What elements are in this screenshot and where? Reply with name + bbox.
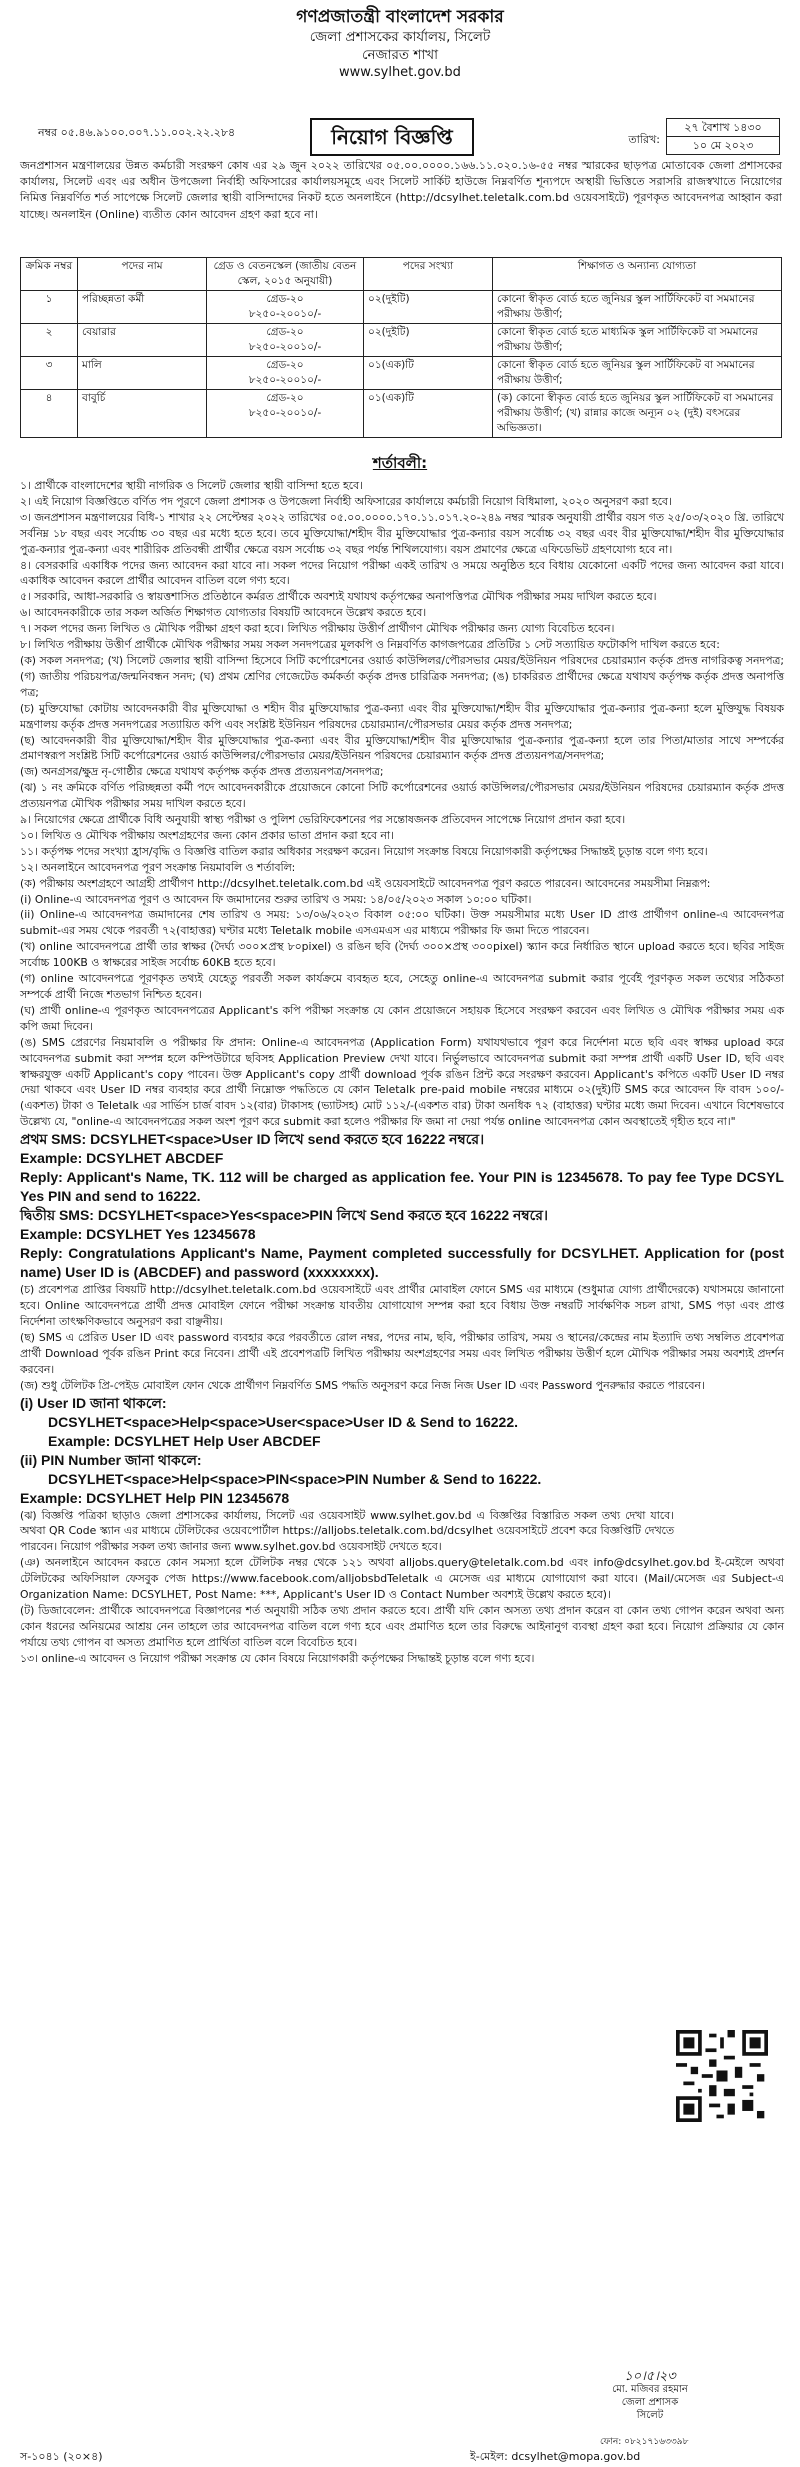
header-qualification: শিক্ষাগত ও অন্যান্য যোগ্যতা — [493, 258, 782, 291]
qr-code[interactable] — [676, 2030, 768, 2122]
cell-post: পরিচ্ছন্নতা কর্মী — [78, 291, 207, 324]
posts-table — [20, 257, 782, 438]
condition-item: ৫। সরকারি, আধা-সরকারি ও স্বায়ত্তশাসিত প্রতিষ্ঠানে কর্মরত প্রার্থীকে অবশ্যই যথাযথ কর্তৃপক্ষের অনাপত্তিপত্র মৌখিক পরীক্ষার সময় দাখিল করতে হবে। — [20, 590, 657, 604]
cell-count: ০১(এক)টি — [364, 357, 493, 390]
condition-item: (খ) online আবেদনপত্রে প্রার্থী তার স্বাক্ষর (দৈর্ঘ্য ৩০০×প্রস্থ ৮০pixel) ও রঙিন ছবি (দৈর্ঘ্য ৩০০×প্রস্থ ৩০০pixel) স্ক্যান করে নির্ধারিত স্থানে upload করতে হবে। ছবির সাইজ সর্বোচ্চ 100KB ও স্বাক্ষরের সাইজ সর্বোচ্চ 60KB হতে হবে। — [20, 940, 784, 970]
condition-item: ১০। লিখিত ও মৌখিক পরীক্ষায় অংশগ্রহণের জন্য কোন প্রকার ভাতা প্রদান করা হবে না। — [20, 828, 394, 842]
cell-post: মালি — [78, 357, 207, 390]
condition-item: ১৩। online-এ আবেদন ও নিয়োগ পরীক্ষা সংক্রান্ত যে কোন বিষয়ে নিয়োগকারী কর্তৃপক্ষের সিদ্ধান্তই চূড়ান্ত বলে গণ্য হবে। — [20, 1651, 535, 1665]
condition-item: ৯। নিয়োগের ক্ষেত্রে প্রার্থীকে বিধি অনুযায়ী স্বাস্থ্য পরীক্ষা ও পুলিশ ভেরিফিকেশনের পর সন্তোষজনক প্রতিবেদন সাপেক্ষে নিয়োগ প্রদান করা হবে। — [20, 813, 626, 827]
cell-post: বাবুর্চি — [78, 390, 207, 438]
notice-title: নিয়োগ বিজ্ঞপ্তি — [310, 118, 474, 156]
table-row — [21, 390, 782, 438]
scale: ৮২৫০-২০০১০/- — [248, 308, 322, 320]
sms-reply-2: Reply: Congratulations Applicant's Name, Payment completed successfully for DCSYLHET. Application for (post name) User ID is (ABCDEF) and password (xxxxxxxx). — [20, 1245, 784, 1281]
condition-item: ১১। কর্তৃপক্ষ পদের সংখ্যা হ্রাস/বৃদ্ধি ও বিজ্ঞপ্তি বাতিল করার অধিকার সংরক্ষণ করেন। নিয়োগ সংক্রান্ত বিষয়ে নিয়োগকারী কর্তৃপক্ষের সিদ্ধান্তই চূড়ান্ত বলে গণ্য হবে। — [20, 844, 708, 858]
grade: গ্রেড-২০ — [266, 326, 304, 338]
intro-paragraph: জনপ্রশাসন মন্ত্রণালয়ের উন্নত কর্মচারী সংরক্ষণ কোষ এর ২৯ জুন ২০২২ তারিখের ০৫.০০.০০০০.১৬৬.১১.০২০.১৬-৫৫ নম্বর স্মারকের ছাড়পত্র মোতাবেক জেলা প্রশাসকের কার্যালয়, সিলেট এবং এর অধীন উপজেলা নির্বাহী অফিসারের কার্যালয়সমূহে এবং সিলেট সার্কিট হাউজে নিম্নবর্ণিত শূন্যপদে অস্থায়ী ভিত্তিতে সরাসরি রাজস্বখাতে নিয়োগের নিমিত্ত নিম্নবর্ণিত শর্ত সাপেক্ষে সিলেট জেলার স্থায়ী বাসিন্দাদের নিকট হতে অনলাইনে (http://dcsylhet.teletalk.com.bd ওয়েবসাইটে) পূরণকৃত আবেদনপত্র আহ্বান করা যাচ্ছে। অনলাইন (Online) ব্যতীত কোন আবেদন গ্রহণ করা হবে না। — [20, 159, 782, 221]
grade: গ্রেড-২০ — [266, 359, 304, 371]
condition-item: ১২। অনলাইনে আবেদনপত্র পূরণ সংক্রান্ত নিয়মাবলি ও শর্তাবলি: — [20, 860, 296, 874]
signatory-designation: জেলা প্রশাসক — [621, 2397, 679, 2408]
cell-qualification: (ক) কোনো স্বীকৃত বোর্ড হতে জুনিয়র স্কুল সার্টিফিকেট বা সমমানের পরীক্ষায় উত্তীর্ণ; (খ) রান্নার কাজে অন্যূন ০২ (দুই) বৎসরের অভিজ্ঞতা। — [493, 390, 782, 438]
condition-item: (ii) Online-এ আবেদনপত্র জমাদানের শেষ তারিখ ও সময়: ১৩/০৬/২০২৩ বিকাল ০৫:০০ ঘটিকা। উক্ত সময়সীমার মধ্যে User ID প্রাপ্ত প্রার্থীগণ online-এ আবেদনপত্র submit-এর সময় থেকে পরবর্তী ৭২(বাহাত্তর) ঘণ্টার মধ্যে Teletalk mobile এসএমএস এর মাধ্যমে পরীক্ষার ফি জমা দিতে পারবেন। — [20, 908, 784, 938]
cell-sl: ৪ — [21, 390, 78, 438]
signature-scribble: ১০।৫।২৩ — [624, 2369, 676, 2384]
cell-count: ০২(দুইটি) — [364, 291, 493, 324]
condition-item: (ছ) SMS এ প্রেরিত User ID এবং password ব্যবহার করে পরবর্তীতে রোল নম্বর, পদের নাম, ছবি, পরীক্ষার তারিখ, সময় ও স্থানের/কেন্দ্রের নাম ইত্যাদি তথ্য সম্বলিত প্রবেশপত্র প্রার্থী Download পূর্বক রঙিন Print করে নিবেন। প্রার্থী এই প্রবেশপত্রটি লিখিত পরীক্ষায় অংশগ্রহণের সময় এবং লিখিত পরীক্ষায় উত্তীর্ণ হলে মৌখিক পরীক্ষার সময় অবশ্যই প্রদর্শন করবেন। — [20, 1330, 784, 1376]
condition-item: ৬। আবেদনকারীকে তার সকল অর্জিত শিক্ষাগত যোগ্যতার বিষয়টি আবেদনে উল্লেখ করতে হবে। — [20, 606, 427, 620]
condition-item: ২। এই নিয়োগ বিজ্ঞপ্তিতে বর্ণিত পদ পূরণে জেলা প্রশাসক ও উপজেলা নির্বাহী অফিসারের কার্যালয়ে কর্মচারী নিয়োগ বিধিমালা, ২০২০ অনুসরণ করা হবে। — [20, 494, 672, 508]
condition-item: ৩। জনপ্রশাসন মন্ত্রণালয়ের বিধি-১ শাখার ২২ সেপ্টেম্বর ২০২২ তারিখের ০৫.০০.০০০০.১৭০.১১.০১৭.২০-২৪৯ নম্বর স্মারক অনুযায়ী প্রার্থীর বয়স গত ২৫/০৩/২০২০ খ্রি. তারিখে সর্বনিম্ন ১৮ বছর এবং সর্বোচ্চ ৩০ বছর এর মধ্যে হতে হবে। তবে মুক্তিযোদ্ধা/শহীদ বীর মুক্তিযোদ্ধার পুত্র-কন্যার বয়স সর্বোচ্চ ৩২ বছর এবং বীর মুক্তিযোদ্ধা/শহীদ বীর মুক্তিযোদ্ধার পুত্র-কন্যার পুত্র-কন্যা এবং শারীরিক প্রতিবন্ধী প্রার্থীর ক্ষেত্রে বয়স সর্বোচ্চ ৩২ বছর পর্যন্ত শিথিলযোগ্য। বয়স প্রমাণের ক্ষেত্রে এফিডেভিট গ্রহণযোগ্য হবে না। — [20, 510, 785, 556]
table-row — [21, 291, 782, 324]
sms-reply-1: Reply: Applicant's Name, TK. 112 will be charged as application fee. Your PIN is 12345678. To pay fee Type DCSYL Yes PIN and send to 16222. — [20, 1169, 784, 1205]
grade: গ্রেড-২০ — [266, 392, 304, 404]
cell-qualification: কোনো স্বীকৃত বোর্ড হতে জুনিয়র স্কুল সার্টিফিকেট বা সমমানের পরীক্ষায় উত্তীর্ণ; — [493, 357, 782, 390]
grade: গ্রেড-২০ — [266, 293, 304, 305]
pin-example: Example: DCSYLHET Help PIN 12345678 — [20, 1489, 290, 1506]
condition-item: ১। প্রার্থীকে বাংলাদেশের স্থায়ী নাগরিক ও সিলেট জেলার স্থায়ী বাসিন্দা হতে হবে। — [20, 479, 363, 492]
government-name: গণপ্রজাতন্ত্রী বাংলাদেশ সরকার — [296, 7, 504, 27]
condition-item: ৪। বেসরকারি একাধিক পদের জন্য আবেদন করা যাবে না। সকল পদের নিয়োগ পরীক্ষা একই তারিখ ও সময়ে অনুষ্ঠিত হবে বিধায় যেকোনো একটি পদের জন্য আবেদন করা যাবে। একাধিক আবেদন করলে প্রার্থীর আবেদন বাতিল বলে গণ্য হবে। — [20, 558, 784, 588]
memo-number: নম্বর ০৫.৪৬.৯১০০.০০৭.১১.০০২.২২.২৮৪ — [38, 126, 236, 139]
sms-example-1: Example: DCSYLHET ABCDEF — [20, 1150, 224, 1167]
sms-second: দ্বিতীয় SMS: DCSYLHET<space>Yes<space>PIN লিখে Send করতে হবে 16222 নম্বরে। — [20, 1207, 548, 1224]
cell-grade — [207, 357, 364, 390]
table-row — [21, 357, 782, 390]
cell-count: ০১(এক)টি — [364, 390, 493, 438]
signature-block — [560, 2370, 740, 2422]
cell-count: ০২(দুইটি) — [364, 324, 493, 357]
condition-item: (ঞ) অনলাইনে আবেদন করতে কোন সমস্যা হলে টেলিটক নম্বর থেকে ১২১ অথবা alljobs.query@teletalk.com.bd এবং info@dcsylhet.gov.bd ই-মেইলে অথবা টেলিটকের অফিসিয়াল ফেসবুক পেজ https://www.facebook.com/alljobsbdTeletalk এ মেসেজ এর মাধ্যমে যোগাযোগ করা যাবে। (Mail/মেসেজ এর Subject-এ Organization Name: DCSYLHET, Post Name: ***, Applicant's User ID ও Contact Number অবশ্যই উল্লেখ করতে হবে)। — [20, 1556, 784, 1602]
condition-item: (ক) সকল সনদপত্র; (খ) সিলেট জেলার স্থায়ী বাসিন্দা হিসেবে সিটি কর্পোরেশনের ওয়ার্ড কাউন্সিলর/পৌরসভার মেয়র/ইউনিয়ন পরিষদের চেয়ারম্যান কর্তৃক প্রদত্ত নাগরিকত্ব সনদপত্র; (গ) জাতীয় পরিচয়পত্র/জন্মনিবন্ধন সনদ; (ঘ) প্রথম শ্রেণির গেজেটেড কর্মকর্তা কর্তৃক প্রদত্ত চারিত্রিক সনদপত্র; (ঙ) চাকরিরত প্রার্থীদের ক্ষেত্রে যথাযথ কর্তৃপক্ষ কর্তৃক প্রদত্ত অনাপত্তি পত্র; — [20, 653, 784, 699]
condition-item: (ঙ) SMS প্রেরণের নিয়মাবলি ও পরীক্ষার ফি প্রদান: Online-এ আবেদনপত্র (Application Form) যথাযথভাবে পূরণ করে নির্দেশনা মতে ছবি এবং স্বাক্ষর upload করে আবেদনপত্র submit করা সম্পন্ন হলে কম্পিউটারে ছবিসহ Application Preview দেখা যাবে। নির্ভুলভাবে আবেদনপত্র submit করা সম্পন্ন প্রার্থী একটি User ID, ছবি এবং স্বাক্ষরযুক্ত একটি Applicant's copy পাবেন। উক্ত Applicant's copy প্রার্থী download পূর্বক রঙিন প্রিন্ট করে সংরক্ষণ করবেন। Applicant's কপিতে একটি User ID নম্বর দেয়া থাকবে এবং User ID নম্বর ব্যবহার করে প্রার্থী নিম্নোক্ত পদ্ধতিতে যে কোন Teletalk pre-paid mobile নম্বরের মাধ্যমে ০২(দুই)টি SMS করে আবেদন ফি বাবদ ১০০/- (একশত) টাকা ও Teletalk এর সার্ভিস চার্জ বাবদ ১২(বার) টাকাসহ (ভ্যাটসহ) মোট ১১২/-(একশত বার) টাকা অনধিক ৭২ (বাহাত্তর) ঘণ্টার মধ্যে জমা দিবেন। এখানে বিশেষভাবে উল্লেখ্য যে, "online-এ আবেদনপত্রের সকল অংশ পূরণ করে submit করা হলেও পরীক্ষার ফি জমা না দেয়া পর্যন্ত online আবেদনপত্র কোন অবস্থাতেই গৃহীত হবে না।" — [20, 1035, 784, 1129]
condition-item: (ট) ডিজাবেলেন: প্রার্থীকে আবেদনপত্রে বিজ্ঞাপনের শর্ত অনুযায়ী সঠিক তথ্য প্রদান করতে হবে। প্রার্থী যদি কোন অসত্য তথ্য প্রদান করেন বা কোন তথ্য গোপন করেন অথবা অন্য কোন ধরনের অনিয়মের আশ্রয় নেন তাহলে তার আবেদনপত্র বাতিল বলে গণ্য হবে এবং প্রমাণিত হলে তার বিরুদ্ধে আইনানুগ ব্যবস্থা গ্রহণ করা হবে। নিয়োগ প্রক্রিয়ার যে কোন পর্যায়ে তথ্য গোপন বা অসত্য প্রমাণিত হলে প্রার্থিতা বাতিল বলে বিবেচিত হবে। — [20, 1603, 784, 1649]
condition-item: (i) User ID জানা থাকলে: — [20, 1394, 167, 1411]
cell-qualification: কোনো স্বীকৃত বোর্ড হতে জুনিয়র স্কুল সার্টিফিকেট বা সমমানের পরীক্ষায় উত্তীর্ণ; — [493, 291, 782, 324]
signatory-name: মো. মজিবর রহমান — [612, 2384, 688, 2395]
cell-grade — [207, 390, 364, 438]
condition-item: (জ) অনগ্রসর/ক্ষুদ্র নৃ-গোষ্ঠীর ক্ষেত্রে যথাযথ কর্তৃপক্ষ কর্তৃক প্রদত্ত প্রত্যয়নপত্র/সনদপত্র; — [20, 765, 384, 779]
conditions-title: শর্তাবলী: — [372, 454, 428, 472]
condition-item: (ছ) আবেদনকারী বীর মুক্তিযোদ্ধা/শহীদ বীর মুক্তিযোদ্ধার পুত্র-কন্যা এবং বীর মুক্তিযোদ্ধা/শহীদ বীর মুক্তিযোদ্ধার পুত্র-কন্যার পুত্র-কন্যা হলে তার পিতা/মাতার সাথে সম্পর্কের প্রমাণস্বরূপ সংশ্লিষ্ট সিটি কর্পোরেশনের ওয়ার্ড কাউন্সিলর/পৌরসভার মেয়র/ইউনিয়ন পরিষদের চেয়ারম্যান কর্তৃক প্রদত্ত প্রত্যয়নপত্র/সনদপত্র; — [20, 733, 784, 763]
header-count: পদের সংখ্যা — [364, 258, 493, 291]
condition-item: (ঝ) বিজ্ঞপ্তি পত্রিকা ছাড়াও জেলা প্রশাসকের কার্যালয়, সিলেট এর ওয়েবসাইট www.sylhet.gov.bd এ বিজ্ঞপ্তির বিস্তারিত সকল তথ্য দেখা যাবে। অথবা QR Code স্ক্যান এর মাধ্যমে টেলিটকের ওয়েবপোর্টাল https://alljobs.teletalk.com.bd/dcsylhet ওয়েবসাইটে প্রবেশ করে বিজ্ঞপ্তিটি দেখতে পারবেন। নিয়োগ পরীক্ষার সকল তথ্য জানার জন্য www.sylhet.gov.bd ওয়েবসাইট দেখতে হবে। — [20, 1508, 674, 1554]
pin-command: DCSYLHET<space>Help<space>PIN<space>PIN Number & Send to 16222. — [48, 1470, 542, 1487]
cell-sl: ৩ — [21, 357, 78, 390]
date-bangla: ২৭ বৈশাখ ১৪৩০ — [684, 121, 762, 134]
header-website: www.sylhet.gov.bd — [339, 65, 461, 80]
header — [0, 6, 800, 82]
condition-item: (i) Online-এ আবেদনপত্র পূরণ ও আবেদন ফি জমাদানের শুরুর তারিখ ও সময়: ১৪/০৫/২০২৩ সকাল ১০:০০ ঘটিকা। — [20, 892, 532, 906]
condition-item: (ঝ) ১ নং ক্রমিকে বর্ণিত পরিচ্ছন্নতা কর্মী পদে আবেদনকারীকে প্রয়োজনে কোনো সিটি কর্পোরেশনের ওয়ার্ড কাউন্সিলর/পৌরসভার মেয়র/ইউনিয়ন পরিষদের চেয়ারম্যান কর্তৃক প্রদত্ত প্রত্যয়নপত্র মৌখিক পরীক্ষার সময় দাখিল করতে হবে। — [20, 781, 784, 811]
condition-item: (চ) প্রবেশপত্র প্রাপ্তির বিষয়টি http://dcsylhet.teletalk.com.bd ওয়েবসাইটে এবং প্রার্থীর মোবাইল ফোনে SMS এর মাধ্যমে (শুধুমাত্র যোগ্য প্রার্থীদেরকে) যথাসময়ে জানানো হবে। Online আবেদনপত্রে প্রার্থী প্রদত্ত মোবাইল ফোনে পরীক্ষা সংক্রান্ত যাবতীয় যোগাযোগ সম্পন্ন করা হবে বিধায় উক্ত নম্বরটি সার্বক্ষণিক সচল রাখা, SMS পড়া এবং প্রাপ্ত নির্দেশনা তাৎক্ষণিকভাবে অনুসরণ করা বাঞ্ছনীয়। — [20, 1283, 784, 1328]
condition-item: (গ) online আবেদনপত্রে পূরণকৃত তথ্যই যেহেতু পরবর্তী সকল কার্যক্রমে ব্যবহৃত হবে, সেহেতু online-এ আবেদনপত্র submit করার পূর্বেই পূরণকৃত সকল তথ্যের সঠিকতা সম্পর্কে প্রার্থী নিজে শতভাগ নিশ্চিত হবেন। — [20, 972, 784, 1001]
userid-example: Example: DCSYLHET Help User ABCDEF — [48, 1432, 321, 1449]
date-box — [666, 118, 780, 155]
condition-item: (চ) মুক্তিযোদ্ধা কোটায় আবেদনকারী বীর মুক্তিযোদ্ধা ও শহীদ বীর মুক্তিযোদ্ধার পুত্র-কন্যা এবং বীর মুক্তিযোদ্ধা/শহীদ বীর মুক্তিযোদ্ধার পুত্র-কন্যার পুত্র-কন্যা হলে মুক্তিযুদ্ধ বিষয়ক মন্ত্রণালয় কর্তৃক প্রদত্ত সনদপত্রের সত্যায়িত কপি এবং সংশ্লিষ্ট ইউনিয়ন পরিষদের চেয়ারম্যান/পৌরসভার মেয়র কর্তৃক প্রদত্ত সনদপত্র; — [20, 701, 784, 731]
header-sl: ক্রমিক নম্বর — [21, 258, 78, 291]
footer-email: ই-মেইল: dcsylhet@mopa.gov.bd — [470, 2450, 641, 2463]
signatory-place: সিলেট — [636, 2410, 664, 2421]
userid-command: DCSYLHET<space>Help<space>User<space>User ID & Send to 16222. — [48, 1413, 519, 1430]
pin-label: (ii) PIN Number জানা থাকলে: — [20, 1451, 202, 1468]
scale: ৮২৫০-২০০১০/- — [248, 407, 322, 419]
header-grade: গ্রেড ও বেতনস্কেল (জাতীয় বেতন স্কেল, ২০১৫ অনুযায়ী) — [207, 258, 364, 291]
cell-sl: ২ — [21, 324, 78, 357]
cell-grade — [207, 291, 364, 324]
condition-item: ৭। সকল পদের জন্য লিখিত ও মৌখিক পরীক্ষা গ্রহণ করা হবে। লিখিত পরীক্ষায় উত্তীর্ণ প্রার্থীগণ মৌখিক পরীক্ষার জন্য যোগ্য বিবেচিত হবেন। — [20, 622, 615, 636]
sms-example-2: Example: DCSYLHET Yes 12345678 — [20, 1226, 256, 1243]
cell-grade — [207, 324, 364, 357]
footer-phone: ফোন: ০৮২১৭১৬৩৩৯৮ — [600, 2437, 689, 2447]
condition-item: (জ) শুধু টেলিটক প্রি-পেইড মোবাইল ফোন থেকে প্রার্থীগণ নিম্নবর্ণিত SMS পদ্ধতি অনুসরণ করে নিজ নিজ User ID এবং Password পুনরুদ্ধার করতে পারবেন। — [20, 1378, 705, 1392]
date-label: তারিখ: — [628, 133, 660, 146]
branch-name: নেজারত শাখা — [361, 47, 439, 63]
footer-code: স-১০৪১ (২০×৪) — [20, 2450, 103, 2463]
table-header-row — [21, 258, 782, 291]
cell-sl: ১ — [21, 291, 78, 324]
header-post: পদের নাম — [78, 258, 207, 291]
scale: ৮২৫০-২০০১০/- — [248, 374, 322, 386]
condition-item: (ক) পরীক্ষায় অংশগ্রহণে আগ্রহী প্রার্থীগণ http://dcsylhet.teletalk.com.bd এই ওয়েবসাইটে আবেদনপত্র পূরণ করতে পারবেন। আবেদনের সময়সীমা নিম্নরূপ: — [20, 876, 711, 890]
date-english: ১০ মে ২০২৩ — [667, 136, 779, 154]
table-row — [21, 324, 782, 357]
cell-post: বেয়ারার — [78, 324, 207, 357]
office-name: জেলা প্রশাসকের কার্যালয়, সিলেট — [309, 29, 491, 45]
sms-first: প্রথম SMS: DCSYLHET<space>User ID লিখে send করতে হবে 16222 নম্বরে। — [20, 1131, 485, 1148]
conditions-body — [20, 478, 784, 1667]
cell-qualification: কোনো স্বীকৃত বোর্ড হতে মাধ্যমিক স্কুল সার্টিফিকেট বা সমমানের পরীক্ষায় উত্তীর্ণ; — [493, 324, 782, 357]
condition-item: ৮। লিখিত পরীক্ষায় উত্তীর্ণ প্রার্থীকে মৌখিক পরীক্ষার সময় সকল সনদপত্রের মূলকপি ও নিম্নবর্ণিত কাগজপত্রের প্রতিটির ১ সেট সত্যায়িত ফটোকপি দাখিল করতে হবে: — [20, 638, 720, 652]
scale: ৮২৫০-২০০১০/- — [248, 341, 322, 353]
condition-item: (ঘ) প্রার্থী online-এ পূরণকৃত আবেদনপত্রের Applicant's কপি পরীক্ষা সংক্রান্ত যে কোন প্রয়োজনে সহায়ক হিসেবে সংরক্ষণ করবেন এবং লিখিত ও মৌখিক পরীক্ষার সময় এক কপি জমা দিবেন। — [20, 1003, 784, 1033]
